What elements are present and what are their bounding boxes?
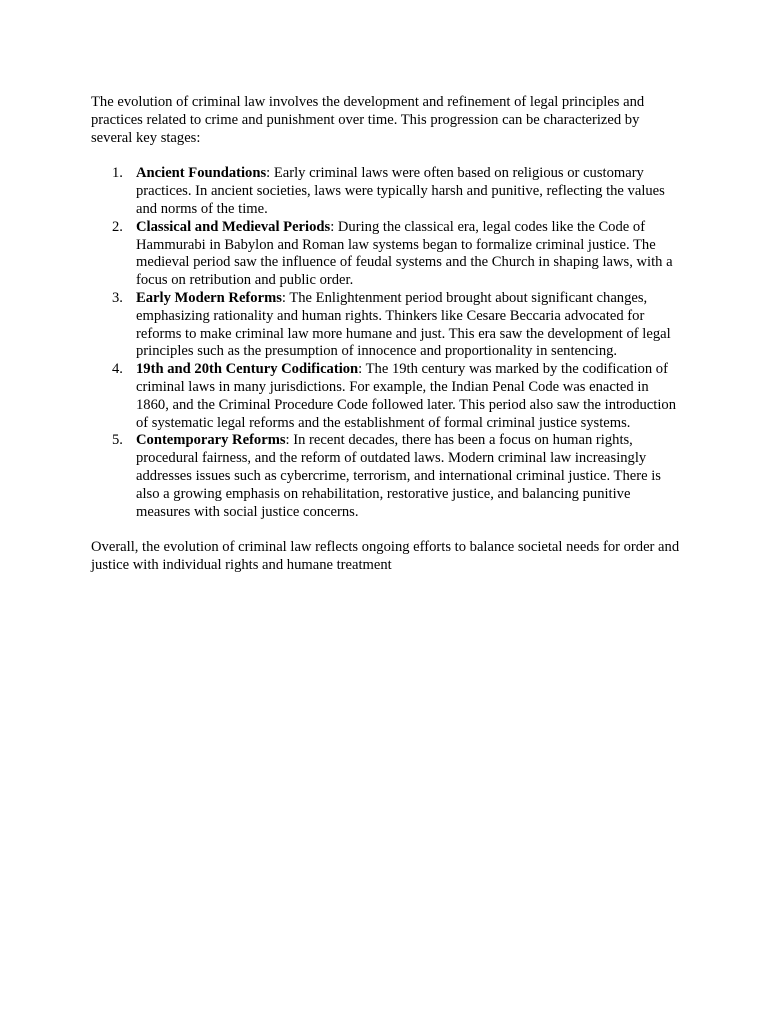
list-number: 5.: [112, 432, 123, 449]
stage-description: : Early criminal laws were often based on religious or customary practices. In ancient societies, laws were typically harsh and punitive, reflecting the values and norms of the time.: [136, 165, 665, 217]
stage-description: : The Enlightenment period brought about significant changes, emphasizing rationality and human rights. Thinkers like Cesare Beccaria advocated for reforms to make criminal law more humane and just. This era saw the development of legal principles such as the presumption of innocence and proportionality in sentencing.: [136, 289, 671, 360]
stage-description: : The 19th century was marked by the codification of criminal laws in many jurisdictions. For example, the Indian Penal Code was enacted in 1860, and the Criminal Procedure Code followed later. This period also saw the introduction of systematic legal reforms and the establishment of formal criminal justice systems.: [136, 361, 676, 431]
stage-term: Contemporary Reforms: [136, 432, 286, 449]
stage-term: Ancient Foundations: [136, 165, 267, 182]
stage-description: : During the classical era, legal codes like the Code of Hammurabi in Babylon and Roman law systems began to formalize criminal justice. The medieval period saw the influence of feudal systems and the Church in shaping laws, with a focus on retribution and public order.: [136, 218, 673, 289]
stage-term: Classical and Medieval Periods: [136, 218, 331, 235]
list-number: 1.: [112, 165, 123, 182]
stage-term: Early Modern Reforms: [136, 289, 282, 306]
list-item: [91, 432, 680, 521]
list-item: [91, 165, 680, 218]
intro-paragraph: The evolution of criminal law involves the development and refinement of legal principles and practices related to crime and punishment over time. This progression can be characterized by several key stages:: [91, 94, 645, 146]
list-item: [91, 361, 680, 432]
list-number: 2.: [112, 218, 123, 235]
stage-description: : In recent decades, there has been a focus on human rights, procedural fairness, and the reform of outdated laws. Modern criminal law increasingly addresses issues such as cybercrime, terrorism, and international criminal justice. There is also a growing emphasis on rehabilitation, restorative justice, and balancing punitive measures with social justice concerns.: [136, 432, 661, 520]
list-number: 4.: [112, 361, 123, 378]
conclusion-paragraph: Overall, the evolution of criminal law reflects ongoing efforts to balance societal needs for order and justice with individual rights and humane treatment: [91, 539, 680, 574]
stages-list: [91, 165, 680, 521]
stage-term: 19th and 20th Century Codification: [136, 361, 359, 378]
list-item: [91, 290, 680, 361]
list-item: [91, 219, 680, 290]
list-number: 3.: [112, 289, 123, 306]
